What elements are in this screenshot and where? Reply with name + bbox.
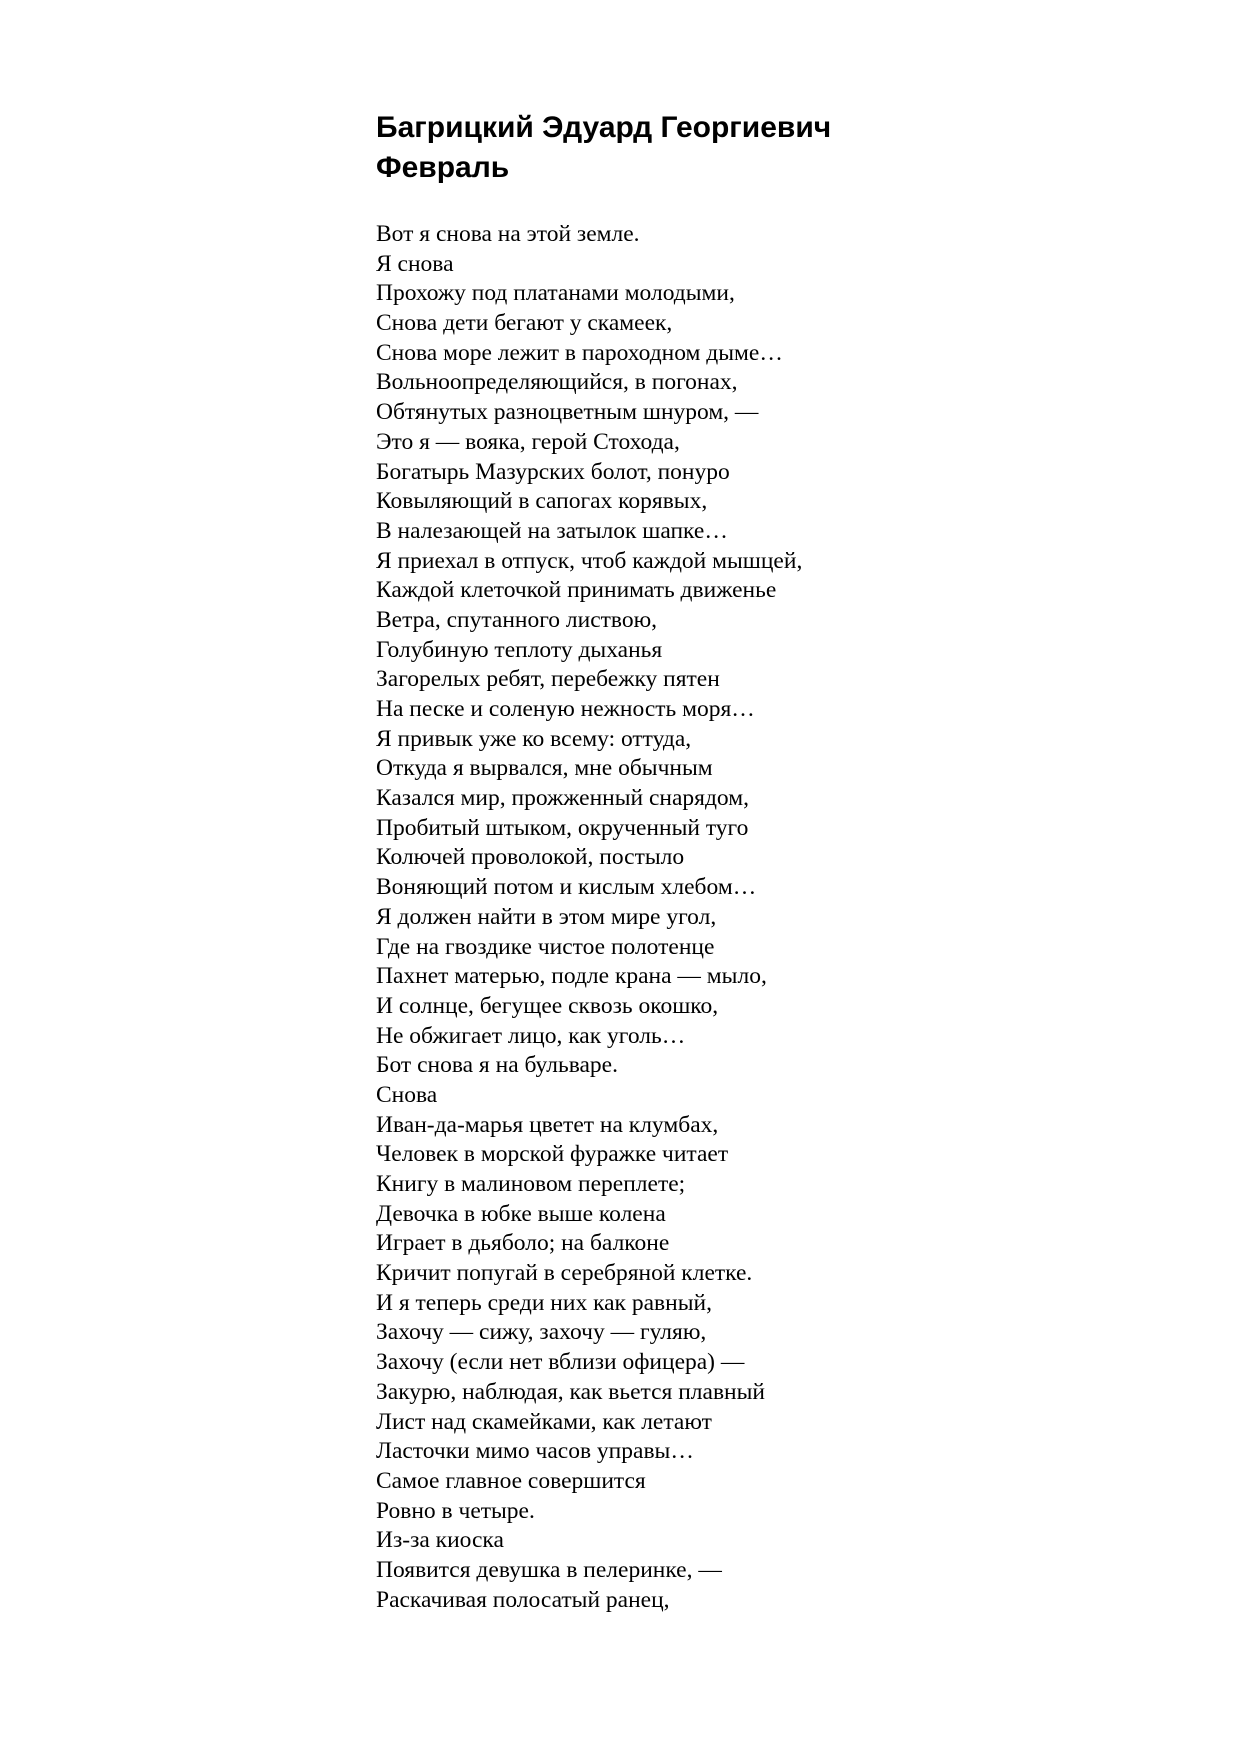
poem-line: Колючей проволокой, постыло: [376, 844, 685, 871]
poem-line: Я привык уже ко всему: оттуда,: [376, 725, 692, 752]
poem-line: Каждой клеточкой принимать движенье: [376, 577, 777, 604]
poem-line: Откуда я вырвался, мне обычным: [376, 755, 713, 782]
poem-title: Февраль: [376, 151, 510, 184]
poem-line: Казался мир, прожженный снарядом,: [376, 785, 749, 812]
poem-line: Лист над скамейками, как летают: [376, 1408, 712, 1435]
poem-line: Иван-да-марья цветет на клумбах,: [376, 1111, 719, 1138]
poem-line: Ласточки мимо часов управы…: [376, 1438, 694, 1465]
poem-line: Воняющий потом и кислым хлебом…: [376, 874, 757, 901]
poem-line: Появится девушка в пелеринке, —: [376, 1556, 722, 1583]
document-heading: [376, 108, 831, 188]
poem-line: И солнце, бегущее сквозь окошко,: [376, 992, 719, 1019]
poem-line: Играет в дьяболо; на балконе: [376, 1230, 670, 1257]
poem-line: Раскачивая полосатый ранец,: [376, 1586, 670, 1613]
poem-line: Захочу (если нет вблизи офицера) —: [376, 1349, 745, 1376]
poem-line: Самое главное совершится: [376, 1467, 646, 1494]
poem-line: Обтянутых разноцветным шнуром, —: [376, 399, 759, 426]
poem-line: Голубиную теплоту дыханья: [376, 636, 663, 663]
poem-line: Книгу в малиновом переплете;: [376, 1171, 686, 1197]
poem-line: Прохожу под платанами молодыми,: [376, 280, 735, 307]
poem-line: Где на гвоздике чистое полотенце: [376, 933, 715, 960]
poem-line: Я снова: [376, 250, 454, 277]
poem-line: Снова море лежит в пароходном дыме…: [376, 339, 783, 366]
poem-line: Я должен найти в этом мире угол,: [376, 903, 717, 930]
poem-line: Я приехал в отпуск, чтоб каждой мышцей,: [376, 547, 803, 574]
poem-line: Из-за киоска: [376, 1527, 504, 1554]
poem-line: Захочу — сижу, захочу — гуляю,: [376, 1319, 707, 1346]
poem-line: Снова дети бегают у скамеек,: [376, 310, 673, 337]
poem-line: Пахнет матерью, подле крана — мыло,: [376, 963, 767, 990]
poem-line: Это я — вояка, герой Стохода,: [376, 428, 680, 455]
poem-line: Пробитый штыком, окрученный туго: [376, 814, 749, 841]
poem-line: Не обжигает лицо, как уголь…: [376, 1022, 686, 1049]
poem-line: Ветра, спутанного листвою,: [376, 606, 658, 633]
poem-line: Ковыляющий в сапогах корявых,: [376, 488, 708, 515]
poem-line: На песке и соленую нежность моря…: [376, 696, 755, 722]
poem-line: Ровно в четыре.: [376, 1497, 535, 1524]
poem-line: Кричит попугай в серебряной клетке.: [376, 1260, 753, 1287]
poem-line: Вольноопределяющийся, в погонах,: [376, 369, 738, 396]
poem-line: Человек в морской фуражке читает: [376, 1141, 729, 1168]
poem-line: Бот снова я на бульваре.: [376, 1052, 618, 1079]
poem-line: В налезающей на затылок шапке…: [376, 517, 728, 544]
author-name: Багрицкий Эдуард Георгиевич: [376, 111, 832, 144]
poem-line: Девочка в юбке выше колена: [376, 1200, 666, 1227]
poem-line: Закурю, наблюдая, как вьется плавный: [376, 1378, 765, 1405]
poem-line: Вот я снова на этой земле.: [376, 221, 640, 247]
poem-body: [376, 220, 802, 1615]
poem-line: Загорелых ребят, перебежку пятен: [376, 666, 720, 693]
poem-line: Богатырь Мазурских болот, понуро: [376, 458, 730, 485]
poem-line: Снова: [376, 1081, 438, 1108]
poem-line: И я теперь среди них как равный,: [376, 1289, 712, 1316]
